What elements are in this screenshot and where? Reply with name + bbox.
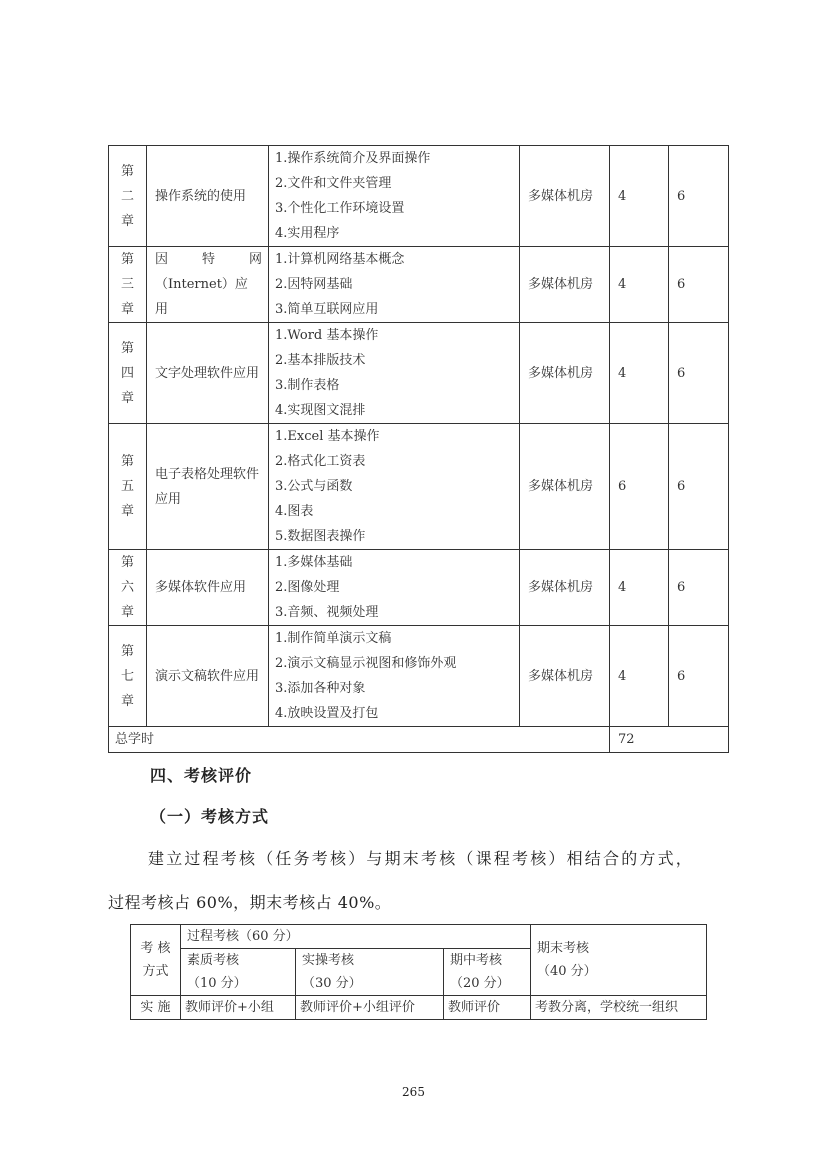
total-value: 72 — [610, 727, 729, 753]
content-item: 2.文件和文件夹管理 — [275, 176, 392, 191]
paragraph-line-2: 过程考核占 60%，期末考核占 40%。 — [108, 893, 392, 912]
content-item: 4.实现图文混排 — [275, 403, 366, 418]
hours-a: 4 — [610, 146, 669, 247]
midterm-points: （20 分） — [450, 976, 510, 991]
chapter-number — [109, 323, 147, 424]
method-label-line-1: 考 核 — [140, 941, 171, 956]
final-cell — [531, 925, 707, 996]
chapter-char: 三 — [120, 277, 134, 292]
chapter-content — [269, 247, 520, 323]
hours-b: 6 — [669, 424, 729, 550]
chapter-char: 章 — [120, 605, 134, 620]
impl-midterm: 教师评价 — [444, 996, 531, 1020]
chapter-row — [109, 146, 729, 247]
content-item: 3.公式与函数 — [275, 479, 353, 494]
hours-b: 6 — [669, 626, 729, 727]
hours-a: 6 — [610, 424, 669, 550]
location: 多媒体机房 — [520, 323, 610, 424]
chapter-title: 演示文稿软件应用 — [147, 626, 269, 727]
total-row — [109, 727, 729, 753]
hours-b: 6 — [669, 247, 729, 323]
process-header: 过程考核（60 分） — [181, 925, 531, 949]
midterm-cell — [444, 949, 531, 996]
paragraph-line-1: 建立过程考核（任务考核）与期末考核（课程考核）相结合的方式， — [148, 849, 695, 868]
chapter-char: 章 — [120, 504, 134, 519]
chapter-char: 第 — [120, 163, 134, 179]
content-item: 2.基本排版技术 — [275, 353, 366, 368]
content-item: 3.添加各种对象 — [275, 681, 366, 696]
method-label-cell — [131, 925, 181, 996]
content-item: 2.演示文稿显示视图和修饰外观 — [275, 656, 457, 671]
chapter-char: 章 — [120, 213, 134, 229]
hours-a: 4 — [610, 550, 669, 626]
content-item: 4.图表 — [275, 504, 314, 519]
hours-a: 4 — [610, 247, 669, 323]
location: 多媒体机房 — [520, 550, 610, 626]
chapter-char: 六 — [120, 580, 134, 595]
chapter-char: 第 — [120, 555, 134, 570]
hours-a: 4 — [610, 626, 669, 727]
chapter-row — [109, 550, 729, 626]
final-label: 期末考核 — [537, 941, 590, 956]
content-item: 2.图像处理 — [275, 580, 340, 595]
chapter-title: 文字处理软件应用 — [147, 323, 269, 424]
content-item: 3.简单互联网应用 — [275, 302, 379, 317]
content-item: 4.放映设置及打包 — [275, 706, 379, 721]
content-item: 1.多媒体基础 — [275, 555, 353, 570]
chapter-row — [109, 424, 729, 550]
chapter-char: 第 — [120, 340, 134, 356]
content-item: 2.格式化工资表 — [275, 454, 366, 469]
quality-cell — [181, 949, 296, 996]
chapter-title-line: （Internet）应 — [155, 277, 248, 292]
page-number: 265 — [402, 1085, 425, 1099]
subsection-heading: （一）考核方式 — [150, 807, 270, 826]
content-item: 3.音频、视频处理 — [275, 605, 379, 620]
chapter-number — [109, 146, 147, 247]
chapter-title: 操作系统的使用 — [147, 146, 269, 247]
assessment-table — [130, 924, 707, 1020]
content-item: 1.制作简单演示文稿 — [275, 631, 392, 646]
total-label: 总学时 — [109, 727, 610, 753]
impl-final: 考教分离，学校统一组织 — [531, 996, 707, 1020]
chapter-title-line: 用 — [155, 302, 169, 317]
chapter-number — [109, 626, 147, 727]
chapter-char: 章 — [120, 390, 134, 406]
chapter-row — [109, 323, 729, 424]
quality-label: 素质考核 — [187, 953, 240, 968]
chapter-title — [147, 247, 269, 323]
chapter-char: 五 — [120, 479, 134, 494]
chapter-content — [269, 550, 520, 626]
chapter-row — [109, 247, 729, 323]
hours-b: 6 — [669, 550, 729, 626]
location: 多媒体机房 — [520, 626, 610, 727]
practice-points: （30 分） — [302, 976, 362, 991]
chapter-content — [269, 626, 520, 727]
quality-points: （10 分） — [187, 976, 247, 991]
chapter-content — [269, 323, 520, 424]
content-item: 1.计算机网络基本概念 — [275, 252, 405, 267]
method-label-line-2: 方式 — [142, 964, 169, 979]
content-item: 3.个性化工作环境设置 — [275, 201, 405, 216]
chapter-char: 章 — [120, 302, 134, 317]
content-item: 3.制作表格 — [275, 378, 340, 393]
chapter-char: 章 — [120, 693, 134, 709]
location: 多媒体机房 — [520, 424, 610, 550]
chapter-char: 二 — [120, 188, 134, 204]
chapter-row — [109, 626, 729, 727]
chapter-number — [109, 424, 147, 550]
chapter-title: 电子表格处理软件应用 — [147, 424, 269, 550]
course-schedule-table — [108, 145, 729, 753]
chapter-title-line: 因 特 网 — [155, 252, 262, 267]
chapter-char: 第 — [120, 454, 134, 469]
chapter-content — [269, 146, 520, 247]
hours-b: 6 — [669, 146, 729, 247]
chapter-char: 第 — [120, 252, 134, 267]
chapter-title: 多媒体软件应用 — [147, 550, 269, 626]
impl-practice: 教师评价+小组评价 — [296, 996, 444, 1020]
content-item: 4.实用程序 — [275, 226, 340, 241]
chapter-char: 七 — [120, 668, 134, 684]
final-points: （40 分） — [537, 964, 597, 979]
practice-label: 实操考核 — [302, 953, 355, 968]
content-item: 1.Word 基本操作 — [275, 328, 379, 343]
content-item: 5.数据图表操作 — [275, 529, 366, 544]
impl-quality: 教师评价+小组 — [181, 996, 296, 1020]
chapter-content — [269, 424, 520, 550]
chapter-number — [109, 247, 147, 323]
content-item: 2.因特网基础 — [275, 277, 353, 292]
location: 多媒体机房 — [520, 146, 610, 247]
chapter-char: 四 — [120, 365, 134, 381]
content-item: 1.Excel 基本操作 — [275, 429, 380, 444]
hours-a: 4 — [610, 323, 669, 424]
chapter-char: 第 — [120, 643, 134, 659]
content-item: 1.操作系统简介及界面操作 — [275, 151, 431, 166]
hours-b: 6 — [669, 323, 729, 424]
midterm-label: 期中考核 — [450, 953, 503, 968]
location: 多媒体机房 — [520, 247, 610, 323]
impl-label: 实 施 — [131, 996, 181, 1020]
chapter-number — [109, 550, 147, 626]
practice-cell — [296, 949, 444, 996]
section-heading: 四、考核评价 — [150, 766, 253, 785]
